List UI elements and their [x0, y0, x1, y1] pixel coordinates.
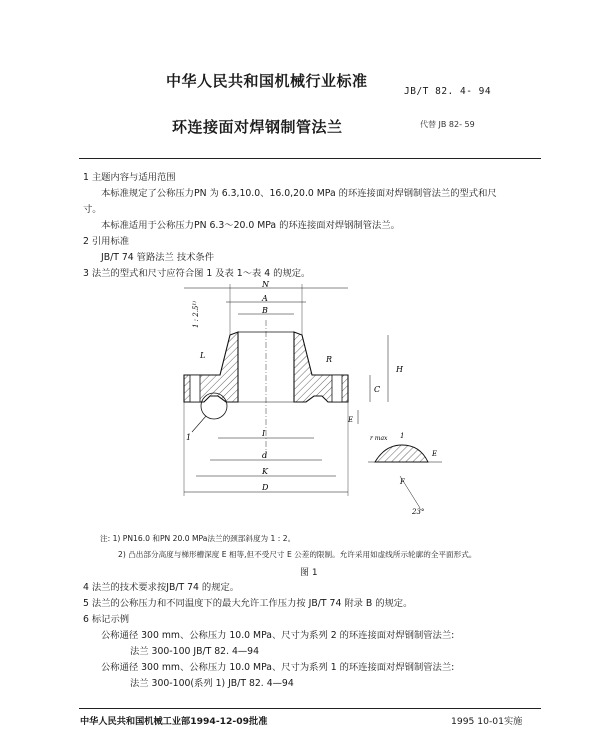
label-H: H	[396, 365, 403, 374]
figure-note-1: 注: 1) PN16.0 和PN 20.0 MPa法兰的颈部斜度为 1 : 2。	[100, 534, 296, 543]
flange-drawing	[170, 280, 460, 520]
section-2-title: 2 引用标准	[83, 236, 130, 247]
approval-date: 中华人民共和国机械工业部1994-12-09批准	[80, 716, 268, 727]
footer-divider	[79, 708, 541, 709]
figure-caption: 图 1	[300, 568, 318, 578]
figure-note-2: 2) 凸出部分高度与梯形槽深度 E 相等,但不受尺寸 E 公差的限制。允许采用如虚线所示轮廓的全平面形式。	[118, 550, 477, 559]
section-2-reference: JB/T 74 管路法兰 技术条件	[101, 252, 215, 263]
example-2-marking: 法兰 300-100(系列 1) JB/T 82. 4—94	[130, 678, 294, 689]
label-rmax: r max	[370, 435, 388, 442]
standard-code: JB/T 82. 4- 94	[404, 86, 492, 97]
effective-date: 1995 10-01实施	[451, 716, 523, 727]
section-1-title: 1 主题内容与适用范围	[83, 172, 176, 183]
section-4: 4 法兰的技术要求按JB/T 74 的规定。	[83, 582, 240, 593]
example-1-marking: 法兰 300-100 JB/T 82. 4—94	[130, 646, 260, 657]
label-D: D	[262, 483, 269, 492]
document-title: 环连接面对焊钢制管法兰	[172, 118, 343, 136]
label-B: B	[262, 306, 268, 315]
label-F: F	[400, 478, 405, 486]
label-slope: 1 : 2.5¹⁾	[192, 301, 200, 328]
label-I: I	[262, 429, 266, 438]
example-2-description: 公称通径 300 mm、公称压力 10.0 MPa、尺寸为系列 1 的环连接面对焊钢制管法兰:	[101, 662, 455, 673]
section-1-paragraph-2: 本标准适用于公称压力PN 6.3～20.0 MPa 的环连接面对焊钢制管法兰。	[101, 220, 400, 231]
label-L: L	[200, 351, 206, 360]
section-3-title: 3 法兰的型式和尺寸应符合图 1 及表 1～表 4 的规定。	[83, 268, 311, 279]
label-C: C	[374, 385, 381, 394]
label-d: d	[262, 451, 268, 460]
example-1-description: 公称通径 300 mm、公称压力 10.0 MPa、尺寸为系列 2 的环连接面对焊钢制管法兰:	[101, 630, 455, 641]
detail-callout-1: 1	[400, 432, 405, 440]
standard-title: 中华人民共和国机械行业标准	[166, 72, 368, 90]
section-6-title: 6 标记示例	[83, 614, 130, 625]
label-N: N	[262, 280, 269, 289]
label-angle: 23°	[412, 508, 425, 516]
header-divider	[79, 158, 541, 159]
label-E: E	[348, 416, 354, 424]
label-K: K	[262, 467, 268, 476]
section-5: 5 法兰的公称压力和不同温度下的最大允许工作压力按 JB/T 74 附录 B 的规定。	[83, 598, 413, 609]
label-A: A	[262, 294, 268, 303]
section-1-paragraph-1: 本标准规定了公称压力PN 为 6.3,10.0、16.0,20.0 MPa 的环连接面对焊钢制管法兰的型式和尺	[101, 188, 497, 199]
label-E-detail: E	[432, 450, 438, 458]
label-R: R	[326, 355, 333, 364]
callout-1: 1	[186, 433, 192, 442]
replaces-standard: 代替 JB 82- 59	[420, 120, 475, 129]
section-1-paragraph-1-cont: 寸。	[83, 204, 102, 215]
